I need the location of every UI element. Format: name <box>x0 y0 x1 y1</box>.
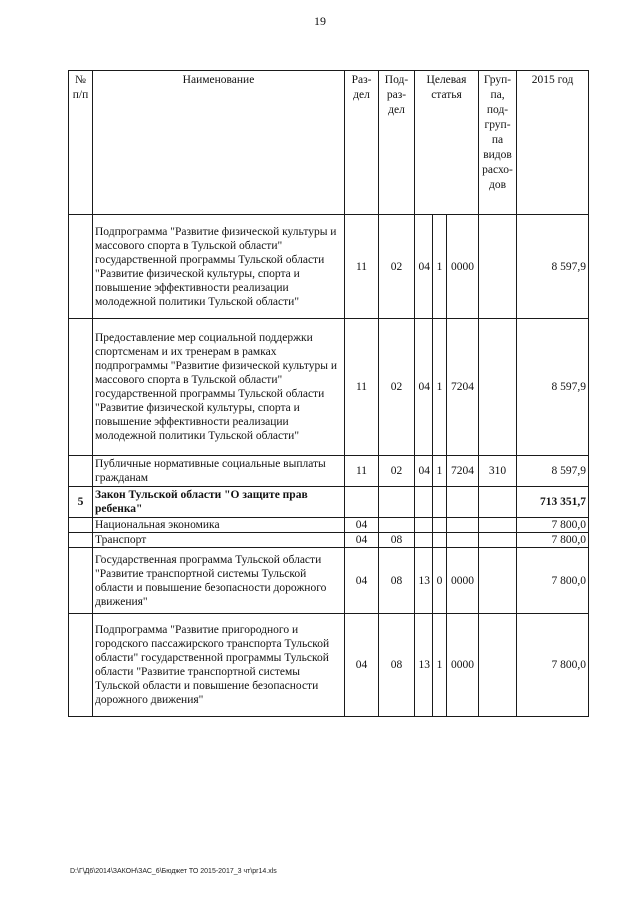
row-name: Государственная программа Тульской области "Развитие транспортной системы Тульской области и повышение безопасности дорожного движения" <box>93 548 345 614</box>
row-subsection <box>379 518 415 533</box>
row-target-program <box>415 487 433 518</box>
row-section: 11 <box>345 319 379 456</box>
row-num: 5 <box>69 487 93 518</box>
row-num <box>69 518 93 533</box>
table-row <box>69 456 589 487</box>
row-target-program <box>415 518 433 533</box>
header-subsection: Под-раз-дел <box>379 71 415 215</box>
row-target-direction <box>447 518 479 533</box>
row-subsection: 08 <box>379 614 415 717</box>
row-target-program: 13 <box>415 614 433 717</box>
row-group: 310 <box>479 456 517 487</box>
row-num <box>69 548 93 614</box>
row-target-program: 04 <box>415 319 433 456</box>
table-row <box>69 533 589 548</box>
row-group <box>479 548 517 614</box>
row-name: Транспорт <box>93 533 345 548</box>
row-target-subprogram: 1 <box>433 614 447 717</box>
budget-table <box>68 70 589 717</box>
row-amount: 8 597,9 <box>517 456 589 487</box>
row-amount: 7 800,0 <box>517 548 589 614</box>
row-name: Подпрограмма "Развитие пригородного и городского пассажирского транспорта Тульской области" государственной программы Тульской области "Развитие транспортной системы Тульской области и повышение безопасности дорожного движения" <box>93 614 345 717</box>
row-target-subprogram: 1 <box>433 319 447 456</box>
table-header-row <box>69 71 589 215</box>
row-target-program: 04 <box>415 456 433 487</box>
row-name: Публичные нормативные социальные выплаты гражданам <box>93 456 345 487</box>
row-amount: 7 800,0 <box>517 614 589 717</box>
row-group <box>479 215 517 319</box>
row-subsection: 02 <box>379 319 415 456</box>
row-target-subprogram: 0 <box>433 548 447 614</box>
row-num <box>69 533 93 548</box>
table-row <box>69 215 589 319</box>
row-num <box>69 319 93 456</box>
row-target-subprogram <box>433 518 447 533</box>
row-target-program: 04 <box>415 215 433 319</box>
row-target-program: 13 <box>415 548 433 614</box>
table-row <box>69 518 589 533</box>
row-amount: 713 351,7 <box>517 487 589 518</box>
row-group <box>479 533 517 548</box>
header-name: Наименование <box>93 71 345 215</box>
row-target-direction <box>447 533 479 548</box>
header-group: Груп-па, под-груп-па видов расхо-дов <box>479 71 517 215</box>
row-section: 11 <box>345 456 379 487</box>
page-number: 19 <box>314 14 326 28</box>
row-amount: 7 800,0 <box>517 533 589 548</box>
row-target-subprogram: 1 <box>433 456 447 487</box>
row-amount: 8 597,9 <box>517 215 589 319</box>
row-target-direction: 0000 <box>447 548 479 614</box>
row-target-direction <box>447 487 479 518</box>
row-subsection: 02 <box>379 215 415 319</box>
header-year: 2015 год <box>517 71 589 215</box>
row-section <box>345 487 379 518</box>
row-name: Предоставление мер социальной поддержки спортсменам и их тренерам в рамках подпрограммы "Развитие физической культуры и массового спорта в Тульской области" государственной программы Тульской области "Развитие физической культуры, спорта и повышение эффективности реализации молодежной политики Тульской области" <box>93 319 345 456</box>
row-section: 04 <box>345 518 379 533</box>
row-subsection: 08 <box>379 533 415 548</box>
header-target: Целевая статья <box>415 71 479 215</box>
row-target-program <box>415 533 433 548</box>
row-target-direction: 7204 <box>447 319 479 456</box>
row-group <box>479 319 517 456</box>
table-row <box>69 487 589 518</box>
row-amount: 7 800,0 <box>517 518 589 533</box>
row-target-direction: 7204 <box>447 456 479 487</box>
row-section: 04 <box>345 533 379 548</box>
row-section: 04 <box>345 614 379 717</box>
row-section: 04 <box>345 548 379 614</box>
row-target-subprogram: 1 <box>433 215 447 319</box>
row-name: Национальная экономика <box>93 518 345 533</box>
row-subsection: 02 <box>379 456 415 487</box>
footer-file-path: D:\Г\Д6\2014\ЗАКОН\ЗАС_6\Бюджет ТО 2015-2017_3 чт\pr14.xls <box>70 868 277 875</box>
row-target-subprogram <box>433 533 447 548</box>
row-subsection <box>379 487 415 518</box>
row-group <box>479 518 517 533</box>
row-subsection: 08 <box>379 548 415 614</box>
row-num <box>69 456 93 487</box>
header-section: Раз-дел <box>345 71 379 215</box>
table-row <box>69 614 589 717</box>
row-target-subprogram <box>433 487 447 518</box>
row-name: Закон Тульской области "О защите прав ребенка" <box>93 487 345 518</box>
table-row <box>69 548 589 614</box>
row-target-direction: 0000 <box>447 614 479 717</box>
row-group <box>479 487 517 518</box>
row-target-direction: 0000 <box>447 215 479 319</box>
row-num <box>69 215 93 319</box>
table-row <box>69 319 589 456</box>
row-section: 11 <box>345 215 379 319</box>
row-name: Подпрограмма "Развитие физической культуры и массового спорта в Тульской области" государственной программы Тульской области "Развитие физической культуры, спорта и повышение эффективности реализации молодежной политики Тульской области" <box>93 215 345 319</box>
header-num: № п/п <box>69 71 93 215</box>
row-group <box>479 614 517 717</box>
row-num <box>69 614 93 717</box>
row-amount: 8 597,9 <box>517 319 589 456</box>
